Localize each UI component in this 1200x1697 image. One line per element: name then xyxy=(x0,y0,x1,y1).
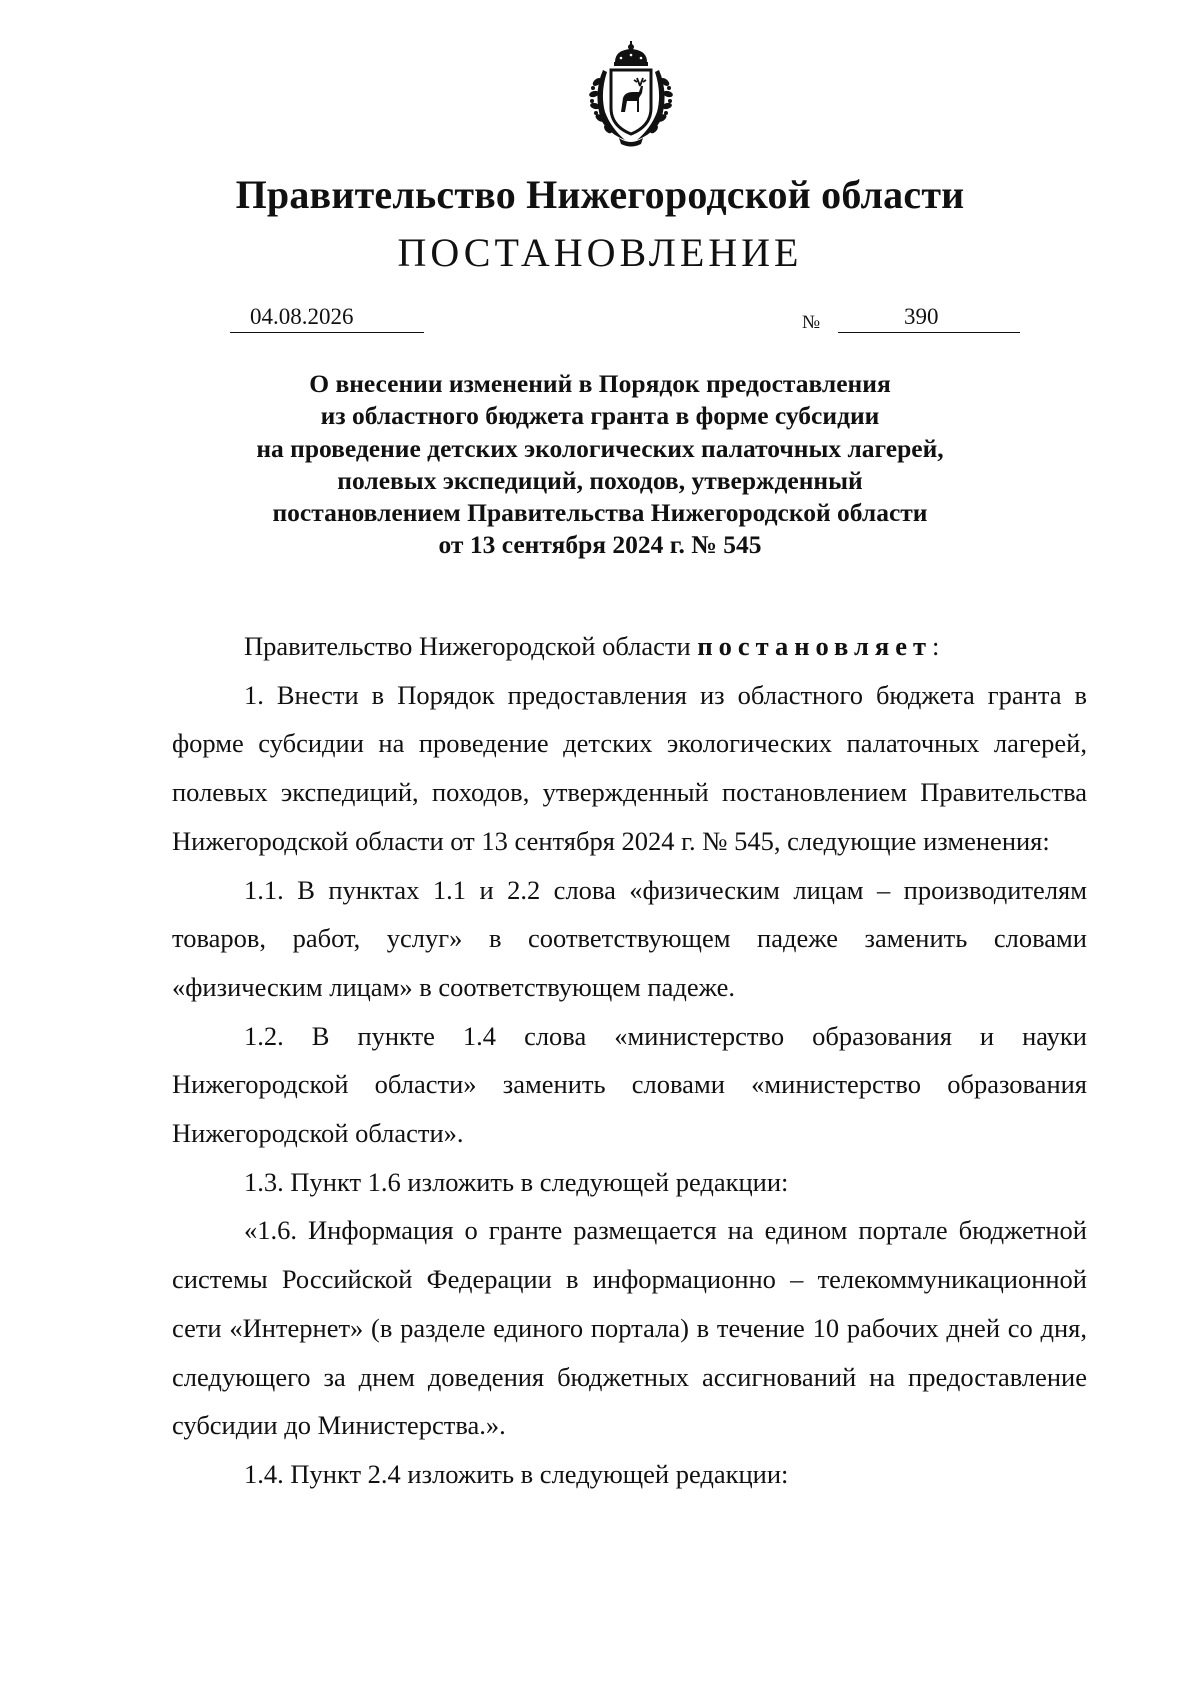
coat-of-arms-icon xyxy=(575,38,687,150)
paragraph-1-2: 1.2. В пункте 1.4 слова «министерство образования и науки Нижегородской области» заменить словами «министерство образования Нижегородской области». xyxy=(172,1020,1087,1149)
number-sign: № xyxy=(802,312,821,333)
subject-line: О внесении изменений в Порядок предоставления xyxy=(309,369,891,398)
document-type: ПОСТАНОВЛЕНИЕ xyxy=(397,230,803,275)
subject-line: из областного бюджета гранта в форме субсидии xyxy=(320,401,880,431)
subject-line: полевых экспедиций, походов, утвержденный xyxy=(337,465,863,495)
paragraph-1-1: 1.1. В пунктах 1.1 и 2.2 слова «физическим лицам – производителям товаров, работ, услуг» в соответствующем падеже заменить словами «физическим лицам» в соответствующем падеже. xyxy=(172,874,1087,1002)
intro-prefix: Правительство Нижегородской области xyxy=(244,631,698,661)
number-field xyxy=(838,304,1020,333)
paragraph-1-6-text: «1.6. Информация о гранте размещается на едином портале бюджетной системы Российской Федерации в информационно – телекоммуникационной сети «Интернет» (в разделе единого портала) в течение 10 рабочих дней со дня, следующего за днем доведения бюджетных ассигнований на предоставление субсидии до Министерства.». xyxy=(172,1215,1087,1441)
paragraph-1-3: 1.3. Пункт 1.6 изложить в следующей редакции: xyxy=(244,1166,789,1197)
document-number: 390 xyxy=(904,304,939,329)
subject-line: постановлением Правительства Нижегородской области xyxy=(272,498,928,528)
date-field xyxy=(230,304,424,333)
intro-paragraph xyxy=(172,622,1087,671)
intro-verb: постановляет xyxy=(697,631,933,661)
document-date: 04.08.2026 xyxy=(250,304,354,329)
document-subject xyxy=(0,368,1200,562)
government-name: Правительство Нижегородской области xyxy=(235,172,965,217)
document-body xyxy=(172,622,1087,1499)
intro-suffix: : xyxy=(932,631,940,661)
subject-line: на проведение детских экологических палаточных лагерей, xyxy=(256,433,944,463)
subject-line: от 13 сентября 2024 г. № 545 xyxy=(438,530,762,560)
paragraph-1-4: 1.4. Пункт 2.4 изложить в следующей редакции: xyxy=(244,1458,789,1489)
paragraph-1: 1. Внести в Порядок предоставления из областного бюджета гранта в форме субсидии на проведение детских экологических палаточных лагерей, полевых экспедиций, походов, утвержденный постановлением Правительства Нижегородской области от 13 сентября 2024 г. № 545, следующие изменения: xyxy=(172,679,1087,856)
